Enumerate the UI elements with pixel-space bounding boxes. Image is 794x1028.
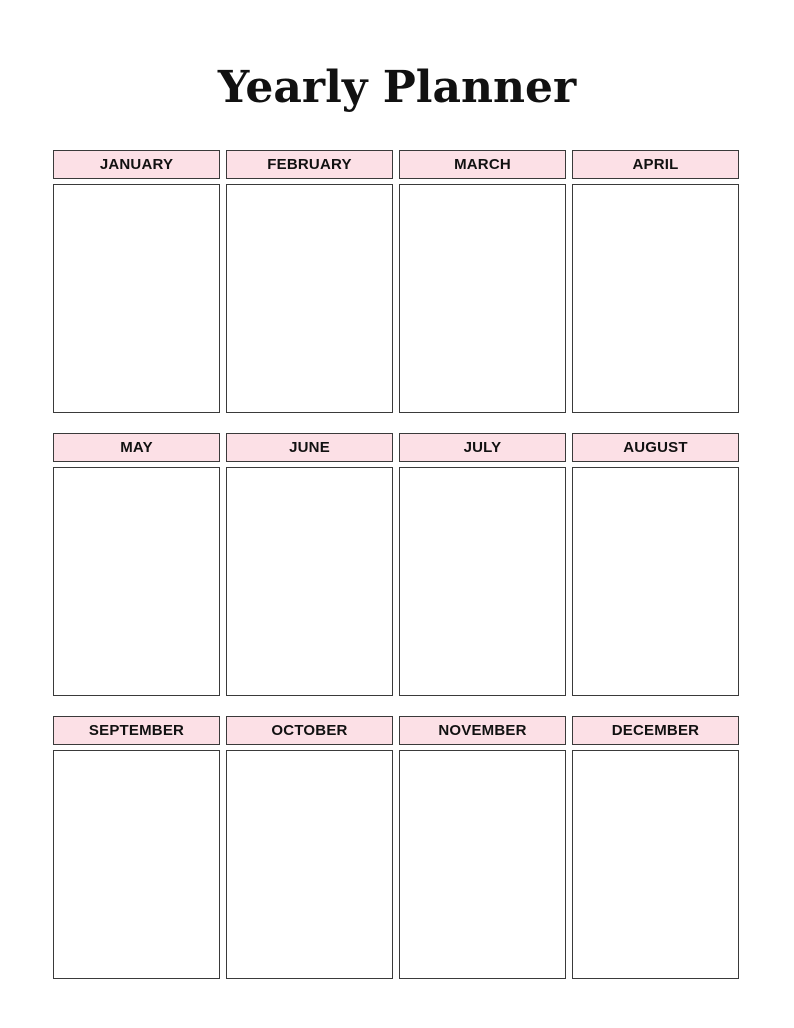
- month-header: AUGUST: [572, 433, 739, 462]
- month-notes-area[interactable]: [226, 184, 393, 413]
- month-header: JUNE: [226, 433, 393, 462]
- month-march: [399, 150, 566, 413]
- month-june: [226, 433, 393, 696]
- months-grid: [53, 150, 741, 979]
- month-header: MAY: [53, 433, 220, 462]
- month-february: [226, 150, 393, 413]
- month-header: FEBRUARY: [226, 150, 393, 179]
- month-october: [226, 716, 393, 979]
- page-title: Yearly Planner: [217, 62, 577, 113]
- month-notes-area[interactable]: [572, 750, 739, 979]
- month-notes-area[interactable]: [399, 750, 566, 979]
- month-september: [53, 716, 220, 979]
- month-august: [572, 433, 739, 696]
- month-january: [53, 150, 220, 413]
- month-november: [399, 716, 566, 979]
- month-december: [572, 716, 739, 979]
- month-notes-area[interactable]: [226, 467, 393, 696]
- month-header: NOVEMBER: [399, 716, 566, 745]
- month-notes-area[interactable]: [572, 184, 739, 413]
- month-notes-area[interactable]: [399, 184, 566, 413]
- month-header: JULY: [399, 433, 566, 462]
- month-header: SEPTEMBER: [53, 716, 220, 745]
- month-notes-area[interactable]: [53, 750, 220, 979]
- month-july: [399, 433, 566, 696]
- month-may: [53, 433, 220, 696]
- month-notes-area[interactable]: [226, 750, 393, 979]
- month-header: JANUARY: [53, 150, 220, 179]
- month-notes-area[interactable]: [53, 184, 220, 413]
- month-notes-area[interactable]: [53, 467, 220, 696]
- month-notes-area[interactable]: [572, 467, 739, 696]
- month-header: OCTOBER: [226, 716, 393, 745]
- month-notes-area[interactable]: [399, 467, 566, 696]
- month-header: DECEMBER: [572, 716, 739, 745]
- month-april: [572, 150, 739, 413]
- month-header: APRIL: [572, 150, 739, 179]
- month-header: MARCH: [399, 150, 566, 179]
